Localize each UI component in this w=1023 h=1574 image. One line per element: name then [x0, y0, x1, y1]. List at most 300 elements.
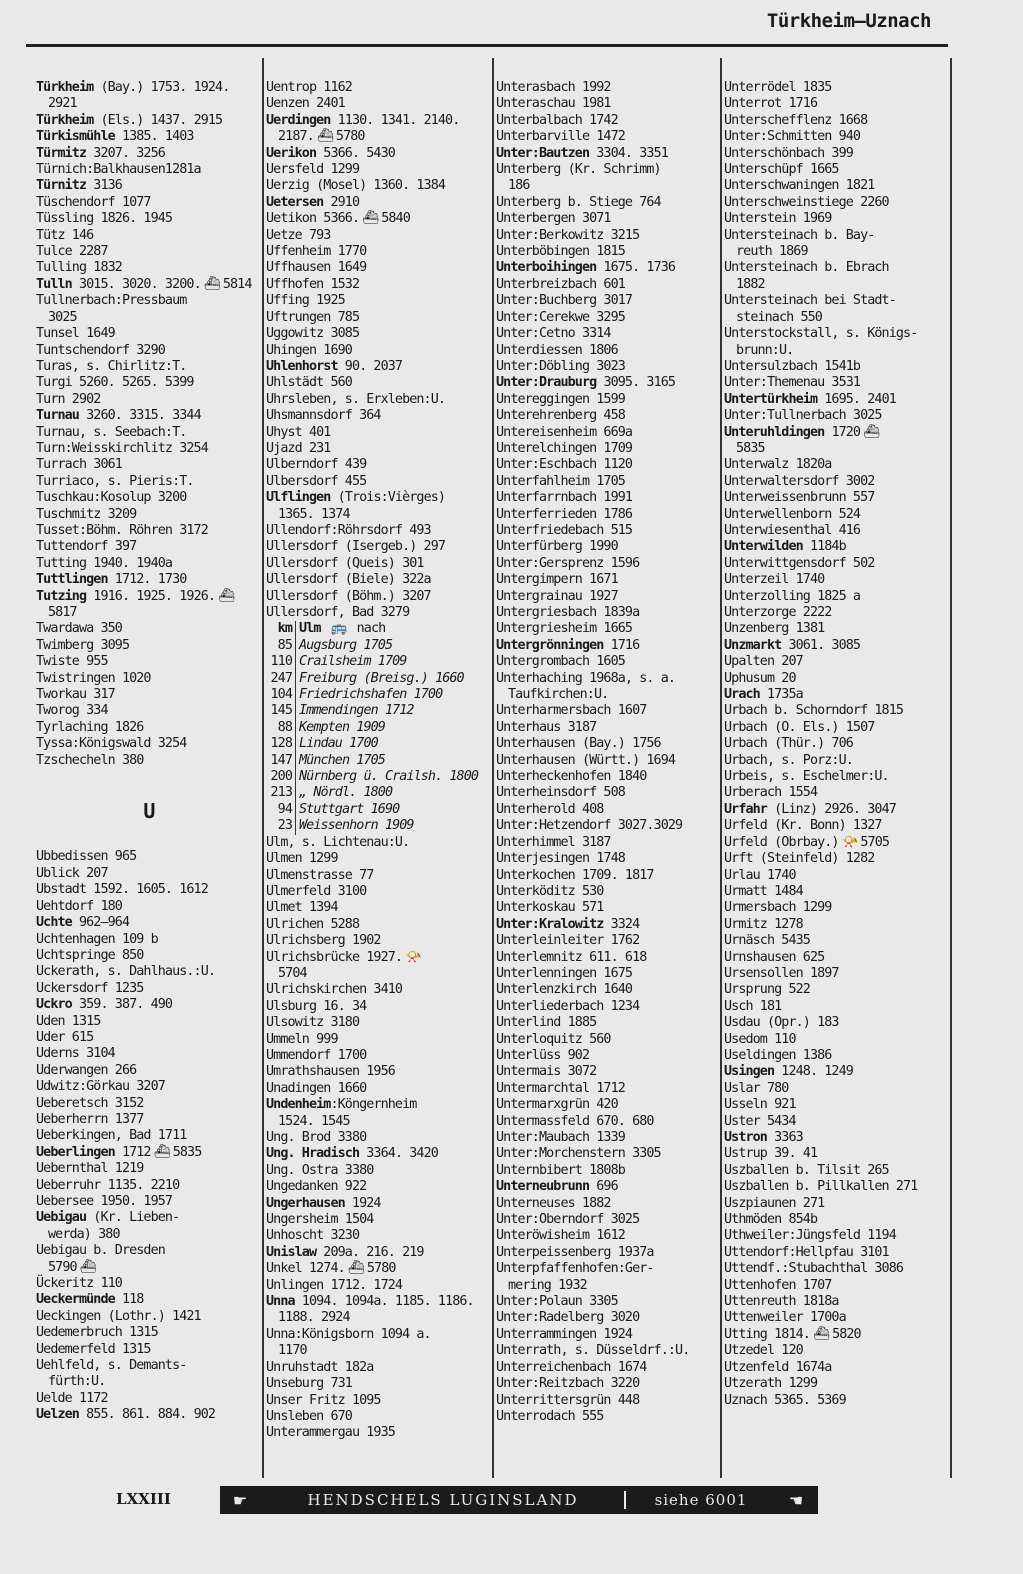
- index-entry: Uden 1315: [36, 1013, 101, 1029]
- index-entry: Türkismühle 1385. 1403: [36, 129, 194, 145]
- index-entry: Unterlüss 902: [496, 1047, 590, 1063]
- index-entry: Untertürkheim 1695. 2401: [724, 391, 896, 407]
- index-entry: Untermarxgrün 420: [496, 1097, 618, 1113]
- index-entry: Uenzen 2401: [266, 96, 345, 112]
- index-entry: Türkheim (Els.) 1437. 2915: [36, 112, 223, 128]
- index-entry: Untermais 3072: [496, 1064, 597, 1080]
- index-entry: Ung. Brod 3380: [266, 1130, 367, 1145]
- index-entry: Turnau, s. Seebach:T.: [36, 424, 187, 440]
- index-entry: Ullendorf:Röhrsdorf 493: [266, 522, 431, 538]
- ulm-distance-table: [266, 621, 478, 834]
- index-entry: Untersteinach b. Ebrach: [724, 260, 889, 276]
- index-entry: Ujazd 231: [266, 440, 331, 456]
- index-entry: Utzenfeld 1674a: [724, 1359, 832, 1375]
- index-entry: Unterhausen (Württ.) 1694: [496, 752, 676, 768]
- index-column-1: [36, 80, 262, 1424]
- header-rule: [26, 44, 948, 47]
- index-entry: Uedemerfeld 1315: [36, 1341, 151, 1357]
- index-entry: Unterzolling 1825 a: [724, 588, 861, 604]
- index-entry: Tuschmitz 3209: [36, 506, 137, 522]
- index-entry: Twiste 955: [36, 654, 108, 670]
- index-entry: Uehlfeld, s. Demants-: [36, 1358, 187, 1374]
- index-entry: Ueberruhr 1135. 2210: [36, 1177, 180, 1193]
- ulm-route-row: [266, 687, 478, 703]
- index-entry: Taufkirchen:U.: [508, 687, 609, 703]
- index-entry: Ueckingen (Lothr.) 1421: [36, 1308, 201, 1324]
- index-entry: Unterbergen 3071: [496, 211, 611, 227]
- route-destination: Augsburg 1705: [299, 637, 393, 653]
- index-entry: 5790 ⛴: [48, 1259, 96, 1275]
- index-entry: 5704: [278, 965, 307, 981]
- index-entry: Unterhausen (Bay.) 1756: [496, 736, 661, 752]
- index-entry: Urach 1735a: [724, 687, 803, 703]
- index-entry: Unterrodach 555: [496, 1408, 604, 1424]
- index-entry: Ung. Ostra 3380: [266, 1162, 374, 1178]
- index-entry: Unterreichenbach 1674: [496, 1359, 647, 1375]
- index-entry: Unterharmersbach 1607: [496, 703, 647, 719]
- index-entry: Türnitz 3136: [36, 178, 122, 194]
- index-entry: Unterwilden 1184b: [724, 539, 846, 555]
- index-entry: Unterleinleiter 1762: [496, 933, 640, 949]
- page-number: LXXIII: [116, 1490, 171, 1508]
- index-entry: Turriaco, s. Pieris:T.: [36, 473, 194, 489]
- index-entry: Ulsowitz 3180: [266, 1015, 360, 1031]
- index-entry: Unter:Döbling 3023: [496, 358, 625, 374]
- index-entry: Useldingen 1386: [724, 1047, 832, 1063]
- index-entry: Ulmerfeld 3100: [266, 883, 367, 899]
- index-entry: Ustron 3363: [724, 1130, 803, 1145]
- index-entry: Unter:Tullnerbach 3025: [724, 408, 882, 424]
- ulm-route-row: [266, 638, 478, 654]
- column-divider: [950, 58, 952, 1478]
- index-entry: Uznach 5365. 5369: [724, 1392, 846, 1408]
- route-distance-km: 104: [266, 687, 296, 703]
- route-distance-km: 85: [266, 638, 296, 654]
- index-entry: Uhingen 1690: [266, 342, 352, 358]
- index-entry: Usingen 1248. 1249: [724, 1064, 853, 1080]
- index-entry: Ullersdorf (Böhm.) 3207: [266, 588, 431, 604]
- index-entry: Unterammergau 1935: [266, 1425, 395, 1441]
- index-entry: Unterwalz 1820a: [724, 457, 832, 473]
- index-entry: Ungersheim 1504: [266, 1212, 374, 1228]
- index-entry: Tyssa:Königswald 3254: [36, 736, 187, 752]
- index-entry: Unterboihingen 1675. 1736: [496, 260, 676, 276]
- index-entry: Unter:Reitzbach 3220: [496, 1376, 640, 1392]
- index-entry: Ueberkingen, Bad 1711: [36, 1128, 187, 1144]
- index-entry: Unterasbach 1992: [496, 80, 611, 95]
- index-entry: Unterjesingen 1748: [496, 851, 625, 867]
- index-entry: Uerdingen 1130. 1341. 2140.: [266, 112, 460, 128]
- index-entry: Uckerath, s. Dahlhaus.:U.: [36, 964, 216, 980]
- index-entry: Ubstadt 1592. 1605. 1612: [36, 882, 208, 898]
- index-entry: Uchtspringe 850: [36, 947, 144, 963]
- index-entry: Unhoscht 3230: [266, 1228, 360, 1244]
- index-entry: Uthweiler:Jüngsfeld 1194: [724, 1228, 896, 1244]
- index-entry: Unter:Drauburg 3095. 3165: [496, 375, 676, 391]
- index-entry: Unterdiessen 1806: [496, 342, 618, 358]
- index-entry: Unterloquitz 560: [496, 1031, 611, 1047]
- index-entry: Tüssling 1826. 1945: [36, 211, 173, 227]
- column-2-entries-continued: [266, 835, 494, 1442]
- index-entry: reuth 1869: [736, 244, 808, 260]
- index-entry: Unterrammingen 1924: [496, 1326, 633, 1342]
- index-entry: Unterstockstall, s. Königs-: [724, 326, 918, 342]
- index-entry: Uhsmannsdorf 364: [266, 408, 381, 424]
- index-entry: Urbach (O. Els.) 1507: [724, 719, 875, 735]
- index-entry: Uedemerbruch 1315: [36, 1325, 158, 1341]
- index-entry: Uckersdorf 1235: [36, 980, 144, 996]
- index-entry: Unterberg b. Stiege 764: [496, 194, 661, 210]
- index-entry: Unterhimmel 3187: [496, 834, 611, 850]
- index-entry: Uebigau (Kr. Lieben-: [36, 1210, 180, 1226]
- index-entry-number: 5780: [366, 1261, 396, 1277]
- index-entry: Uszballen b. Tilsit 265: [724, 1162, 889, 1178]
- index-entry: Tutting 1940. 1940a: [36, 555, 173, 571]
- index-entry: Unislaw 209a. 216. 219: [266, 1244, 424, 1260]
- index-entry: Untergriesbach 1839a: [496, 605, 640, 620]
- index-entry: Ummendorf 1700: [266, 1047, 367, 1063]
- index-entry: Ubbedissen 965: [36, 849, 137, 865]
- index-entry: Uttendorf:Hellpfau 3101: [724, 1244, 889, 1260]
- route-distance-km: 213: [266, 785, 296, 801]
- index-entry: Untersteinach b. Bay-: [724, 227, 875, 243]
- index-entry: Tworog 334: [36, 703, 108, 719]
- route-destination: Weissenhorn 1909: [299, 818, 414, 834]
- index-entry: Unterschwaningen 1821: [724, 178, 875, 194]
- index-entry: Unkel 1274. ⛴ 5780: [266, 1261, 396, 1277]
- ulm-route-row: [266, 785, 478, 801]
- index-entry: Ulrichskirchen 3410: [266, 982, 403, 998]
- index-entry: Unterherold 408: [496, 801, 604, 817]
- banner-brand: HENDSCHELS LUGINSLAND: [262, 1491, 626, 1509]
- index-entry: 5817: [48, 605, 77, 620]
- index-entry: Uchte 962—964: [36, 915, 130, 931]
- index-entry: Tzschecheln 380: [36, 752, 144, 768]
- ship-icon: ⛴: [812, 1326, 830, 1342]
- ulm-route-row: [266, 818, 478, 834]
- index-entry: Uphusum 20: [724, 670, 796, 686]
- index-entry: Unter:Buchberg 3017: [496, 293, 633, 309]
- index-entry: Uebernthal 1219: [36, 1161, 144, 1177]
- index-entry: Uelzen 855. 861. 884. 902: [36, 1407, 216, 1423]
- index-entry: Uftrungen 785: [266, 309, 360, 325]
- index-entry: Türmitz 3207. 3256: [36, 145, 165, 161]
- index-entry: Uentrop 1162: [266, 80, 352, 95]
- index-entry: Unruhstadt 182a: [266, 1359, 374, 1375]
- index-entry: Untermassfeld 670. 680: [496, 1113, 654, 1129]
- index-entry: fürth:U.: [48, 1374, 106, 1390]
- index-entry: Utting 1814. ⛴ 5820: [724, 1326, 861, 1342]
- index-entry: Unterschönbach 399: [724, 145, 853, 161]
- route-distance-km: 200: [266, 769, 296, 785]
- post-horn-icon: 📯: [841, 834, 858, 850]
- index-entry: Uerzig (Mosel) 1360. 1384: [266, 178, 446, 194]
- index-entry: Urnäsch 5435: [724, 933, 810, 949]
- index-entry: Unterelchingen 1709: [496, 440, 633, 456]
- ship-icon: ⛴: [362, 211, 379, 227]
- index-entry: Unterliederbach 1234: [496, 998, 640, 1014]
- index-entry: Ulberndorf 439: [266, 457, 367, 473]
- index-entry: Unser Fritz 1095: [266, 1392, 381, 1408]
- index-entry: Tullnerbach:Pressbaum: [36, 293, 187, 309]
- index-entry: Unterhaus 3187: [496, 719, 597, 735]
- index-entry: 1524. 1545: [278, 1113, 350, 1129]
- index-entry: Unterfürberg 1990: [496, 539, 618, 555]
- column-1-entries: [36, 80, 262, 769]
- index-entry: Uttendf.:Stubachthal 3086: [724, 1261, 904, 1277]
- index-entry: Uderwangen 266: [36, 1062, 137, 1078]
- index-entry: Ulmenstrasse 77: [266, 867, 374, 883]
- index-entry: Turnau 3260. 3315. 3344: [36, 408, 201, 424]
- page-header-title: Türkheim—Uznach: [766, 10, 931, 32]
- index-entry: Urmatt 1484: [724, 883, 803, 899]
- index-entry: Ursensollen 1897: [724, 965, 839, 981]
- index-entry: Tuttlingen 1712. 1730: [36, 572, 187, 588]
- index-entry: Tyrlaching 1826: [36, 719, 144, 735]
- index-entry: Urfeld (Obrbay.) 📯 5705: [724, 834, 890, 850]
- index-entry: Usedom 110: [724, 1031, 796, 1047]
- route-destination: Freiburg (Breisg.) 1660: [299, 670, 464, 686]
- index-entry: Uffhausen 1649: [266, 260, 367, 276]
- index-entry: Unadingen 1660: [266, 1080, 367, 1096]
- index-entry: Twistringen 1020: [36, 670, 151, 686]
- pointing-hand-right-icon: ☚: [788, 1490, 806, 1510]
- index-entry: Ückeritz 110: [36, 1276, 122, 1292]
- index-entry: Ueberherrn 1377: [36, 1111, 144, 1127]
- index-entry: Untersteinach bei Stadt-: [724, 293, 896, 309]
- index-entry: Unterhaching 1968a, s. a.: [496, 670, 676, 686]
- index-entry: Uster 5434: [724, 1113, 796, 1129]
- index-entry: Usdau (Opr.) 183: [724, 1015, 839, 1031]
- ulm-route-row: [266, 654, 478, 670]
- route-destination: Stuttgart 1690: [299, 801, 400, 817]
- ulm-heading-after: nach: [356, 621, 386, 637]
- index-entry: Twardawa 350: [36, 621, 122, 637]
- index-entry: Untergrainau 1927: [496, 588, 618, 604]
- index-entry: Uckro 359. 387. 490: [36, 997, 173, 1013]
- index-entry: Uggowitz 3085: [266, 326, 360, 342]
- index-entry: Unter:Polaun 3305: [496, 1294, 618, 1310]
- index-column-4: [724, 80, 950, 1409]
- index-entry: Turn 2902: [36, 391, 101, 407]
- index-entry: Turgi 5260. 5265. 5399: [36, 375, 194, 391]
- route-distance-km: 94: [266, 802, 296, 818]
- index-entry: Unterböbingen 1815: [496, 244, 625, 260]
- index-entry: Uhlstädt 560: [266, 375, 352, 391]
- index-entry: Unna:Königsborn 1094 a.: [266, 1326, 431, 1342]
- route-destination: Friedrichshafen 1700: [299, 687, 443, 703]
- index-entry: Uthmöden 854b: [724, 1212, 818, 1228]
- route-distance-km: 23: [266, 818, 296, 834]
- ship-icon: ⛴: [347, 1261, 364, 1277]
- index-entry: Uchtenhagen 109 b: [36, 931, 158, 947]
- index-entry: Tunsel 1649: [36, 326, 115, 342]
- index-entry: Uffhofen 1532: [266, 276, 360, 292]
- index-entry: Uebersee 1950. 1957: [36, 1194, 173, 1209]
- index-entry: Unterbalbach 1742: [496, 112, 618, 128]
- index-entry: Türkheim (Bay.) 1753. 1924.: [36, 80, 230, 95]
- index-entry: 3025: [48, 309, 77, 325]
- index-entry: Unter:Hetzendorf 3027.3029: [496, 818, 683, 834]
- index-entry: Tuttendorf 397: [36, 539, 137, 555]
- index-entry: Turas, s. Chirlitz:T.: [36, 358, 187, 374]
- index-entry: Unterstein 1969: [724, 211, 832, 227]
- index-entry: Turn:Weisskirchlitz 3254: [36, 440, 208, 456]
- index-entry: Unter:Eschbach 1120: [496, 457, 633, 473]
- index-entry: Unterwittgensdorf 502: [724, 555, 875, 571]
- index-entry: Unterkoskau 571: [496, 900, 604, 916]
- index-entry: Utzedel 120: [724, 1343, 803, 1359]
- index-column-3: [496, 80, 722, 1425]
- index-entry: Ulmen 1299: [266, 851, 338, 867]
- index-entry: Urbach, s. Porz:U.: [724, 752, 853, 768]
- route-destination: Nürnberg ü. Crailsh. 1800: [299, 769, 479, 785]
- index-entry: Unterfarrnbach 1991: [496, 490, 633, 506]
- index-entry: Twimberg 3095: [36, 637, 130, 653]
- index-entry: Ulrichsbrücke 1927. 📯: [266, 949, 421, 965]
- index-entry: Unteruhldingen 1720 ⛴: [724, 424, 880, 440]
- index-entry: Unterlenningen 1675: [496, 965, 633, 981]
- index-entry: Unterrödel 1835: [724, 80, 832, 95]
- index-entry: Tütz 146: [36, 227, 94, 243]
- index-entry: Ullersdorf (Queis) 301: [266, 555, 424, 571]
- index-entry: Tüschendorf 1077: [36, 194, 151, 210]
- index-entry: Ulflingen (Trois:Vièrges): [266, 490, 446, 506]
- index-entry: Unterköditz 530: [496, 883, 604, 899]
- index-entry: 186: [508, 178, 530, 194]
- ship-icon: ⛴: [203, 276, 220, 292]
- index-entry: Urfahr (Linz) 2926. 3047: [724, 801, 896, 817]
- index-entry: steinach 550: [736, 309, 822, 325]
- index-entry: Untergrönningen 1716: [496, 637, 640, 653]
- index-entry: Unterbreizbach 601: [496, 276, 625, 292]
- index-entry: Unter:Radelberg 3020: [496, 1310, 640, 1326]
- index-entry: Unterfahlheim 1705: [496, 473, 625, 489]
- ulm-route-row: [266, 720, 478, 736]
- index-entry: Uebigau b. Dresden: [36, 1243, 165, 1259]
- column-4-entries: [724, 80, 950, 1409]
- route-distance-km: 147: [266, 753, 296, 769]
- index-entry: Urnshausen 625: [724, 949, 825, 965]
- index-entry: Urmersbach 1299: [724, 900, 832, 916]
- bus-icon: 🚌: [330, 621, 347, 637]
- ship-icon: ⛴: [316, 129, 333, 145]
- ulm-route-row: [266, 769, 478, 785]
- index-entry: Unterrath, s. Düsseldrf.:U.: [496, 1343, 690, 1359]
- index-entry: Unter:Berkowitz 3215: [496, 227, 640, 243]
- index-entry: Unteröwisheim 1612: [496, 1228, 625, 1244]
- index-entry: Unterbarville 1472: [496, 129, 625, 145]
- index-entry: Unterwiesenthal 416: [724, 522, 861, 538]
- index-entry: Untergrombach 1605: [496, 654, 625, 670]
- index-entry: Tuntschendorf 3290: [36, 342, 165, 358]
- index-entry: Uelde 1172: [36, 1390, 108, 1406]
- index-entry: Uersfeld 1299: [266, 162, 360, 178]
- index-entry: Ungedanken 922: [266, 1179, 367, 1195]
- index-entry-number: 5820: [832, 1326, 861, 1342]
- index-entry: Uetikon 5366. ⛴ 5840: [266, 211, 410, 227]
- index-entry: Ustrup 39. 41: [724, 1146, 818, 1162]
- index-entry: Unterlemnitz 611. 618: [496, 949, 647, 965]
- index-entry: Ueckermünde 118: [36, 1292, 144, 1308]
- column-2-entries: [266, 80, 494, 621]
- index-entry: Tusset:Böhm. Röhren 3172: [36, 522, 208, 538]
- index-entry: Unseburg 731: [266, 1376, 352, 1392]
- index-entry: Usseln 921: [724, 1097, 796, 1113]
- index-entry: Unter:Bautzen 3304. 3351: [496, 145, 668, 161]
- route-distance-km: 110: [266, 654, 296, 670]
- index-entry: Umrathshausen 1956: [266, 1064, 395, 1080]
- index-entry: Urberach 1554: [724, 785, 818, 801]
- section-letter: U: [143, 799, 155, 824]
- index-entry: Unterlind 1885: [496, 1015, 597, 1031]
- index-entry: Unterwellenborn 524: [724, 506, 861, 522]
- route-destination: Lindau 1700: [299, 736, 378, 752]
- index-entry: Unter:Themenau 3531: [724, 375, 861, 391]
- index-entry: Utzerath 1299: [724, 1376, 818, 1392]
- index-entry: werda) 380: [48, 1226, 120, 1242]
- index-entry: Tworkau 317: [36, 687, 115, 703]
- route-destination: München 1705: [299, 752, 385, 768]
- index-entry: Urbach (Thür.) 706: [724, 736, 853, 752]
- post-horn-icon: 📯: [405, 949, 421, 965]
- index-entry: Unter:Oberndorf 3025: [496, 1212, 640, 1228]
- index-entry: mering 1932: [508, 1277, 587, 1293]
- index-entry: Unterschweinstiege 2260: [724, 194, 889, 210]
- index-entry: Uehtdorf 180: [36, 898, 122, 914]
- route-distance-km: 247: [266, 671, 296, 687]
- index-entry: 5835: [736, 440, 765, 456]
- index-entry: Unterferrieden 1786: [496, 506, 633, 522]
- index-column-2: [266, 80, 494, 1442]
- column-1-u-entries: [36, 849, 262, 1423]
- column-divider: [262, 58, 264, 1478]
- ship-icon: ⛴: [218, 588, 235, 604]
- index-entry: Ulrichen 5288: [266, 916, 360, 932]
- index-entry: Untersulzbach 1541b: [724, 358, 861, 374]
- index-entry: Uetze 793: [266, 227, 331, 243]
- index-entry: Uhlenhorst 90. 2037: [266, 358, 403, 374]
- index-entry: Ueberlingen 1712 ⛴ 5835: [36, 1144, 202, 1160]
- ulm-route-row: [266, 753, 478, 769]
- index-entry: 2921: [48, 96, 77, 112]
- index-entry: Türnich:Balkhausen1281a: [36, 162, 201, 178]
- index-entry: Usch 181: [724, 998, 782, 1014]
- index-entry: Unterneuses 1882: [496, 1195, 611, 1211]
- index-entry: Untereisenheim 669a: [496, 424, 633, 440]
- index-entry: 1365. 1374: [278, 506, 350, 522]
- index-entry: Unlingen 1712. 1724: [266, 1277, 403, 1293]
- index-entry: 1170: [278, 1343, 307, 1359]
- index-entry-number: 5835: [172, 1144, 202, 1160]
- index-entry: Unsleben 670: [266, 1408, 352, 1424]
- route-distance-km: 145: [266, 703, 296, 719]
- index-entry: Unternbibert 1808b: [496, 1162, 625, 1178]
- index-entry: Ungerhausen 1924: [266, 1195, 381, 1211]
- index-entry: Uttenhofen 1707: [724, 1277, 832, 1293]
- index-entry: Unterneubrunn 696: [496, 1179, 618, 1195]
- km-heading: km: [266, 621, 296, 637]
- luginsland-banner: [220, 1486, 818, 1514]
- route-destination: Kempten 1909: [299, 719, 385, 735]
- index-entry: Unterkochen 1709. 1817: [496, 867, 654, 883]
- route-distance-km: 88: [266, 720, 296, 736]
- index-entry: Ulm, s. Lichtenau:U.: [266, 834, 410, 850]
- index-entry: Unterehrenberg 458: [496, 408, 625, 424]
- index-columns: [32, 58, 952, 1478]
- index-entry: Ulmet 1394: [266, 900, 338, 916]
- ulm-route-row: [266, 802, 478, 818]
